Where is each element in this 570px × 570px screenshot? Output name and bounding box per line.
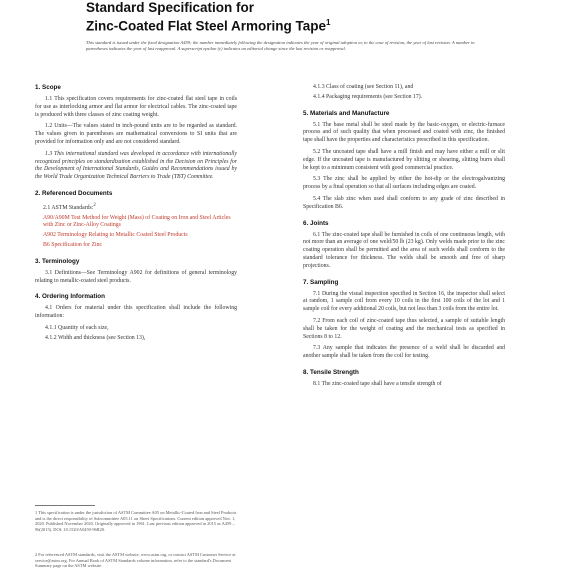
title-line-1: Standard Specification for <box>86 0 255 15</box>
paragraph-5-3: 5.3 The zinc shall be applied by either the hot-dip or the electrogalvanizing process by a final operation so that all surfaces including edges are coated. <box>303 176 505 191</box>
reference-code[interactable]: A90/A90M <box>43 214 70 221</box>
paragraph-5-4: 5.4 The slab zinc when used shall conform to any grade of zinc described in Specification B6. <box>303 195 505 210</box>
list-item-4-1-1: 4.1.1 Quantity of each size, <box>45 325 109 332</box>
section-heading-sampling: 7. Sampling <box>303 278 339 286</box>
section-heading-ordering-information: 4. Ordering Information <box>35 293 105 301</box>
list-item-4-1-4: 4.1.4 Packaging requirements (see Section 17). <box>313 93 423 100</box>
right-column <box>303 84 505 393</box>
footnote-1: 1 This specification is under the jurisdiction of ASTM Committee A05 on Metallic-Coated Iron and Steel Products and is the direct responsibility of Subcommittee A05.11 on Sheet Specifications. Current edition approved Nov. 1, 2020. Published November 2020. Originally approved in 1961. Last previous edition approved in 2015 as A459 – 96(2015). DOI: 10.1520/A0459-96R20. <box>35 510 237 532</box>
reference-title[interactable]: Terminology Relating to Metallic Coated Steel Products <box>57 232 188 239</box>
issuance-note: This standard is issued under the fixed designation A459; the number immediately following the designation indicates the year of original adoption or, in the case of revision, the year of last revision. A number in parentheses indicates the year of last reapproval. A superscript epsilon (ε) indicates an editorial change since the last revision or reapproval. <box>86 40 475 51</box>
footnote-marker-2: 2 <box>93 202 96 208</box>
title-line-2: Zinc-Coated Flat Steel Armoring Tape <box>86 18 327 34</box>
paragraph-7-3: 7.3 Any sample that indicates the presence of a weld shall be discarded and another sample shall be taken from the coil for testing. <box>303 345 505 360</box>
reference-code[interactable]: B6 <box>43 242 50 249</box>
section-heading-tensile-strength: 8. Tensile Strength <box>303 368 359 376</box>
paragraph-4-1: 4.1 Orders for material under this specification shall include the following information: <box>35 305 237 320</box>
left-column <box>35 84 237 345</box>
paragraph-5-1: 5.1 The base metal shall be steel made by the basic-oxygen, or electric-furnace process and of such quality that when processed and coated with zinc, the finished tape shall have the properties and characteristics prescribed in this specification. <box>303 121 505 144</box>
section-heading-materials: 5. Materials and Manufacture <box>303 109 390 117</box>
section-heading-referenced-documents: 2. Referenced Documents <box>35 189 113 197</box>
astm-standards-intro <box>43 202 237 213</box>
document-title <box>86 15 506 35</box>
footnote-2: 2 For referenced ASTM standards, visit the ASTM website, www.astm.org, or contact ASTM Customer Service at service@astm.org. For Annual Book of ASTM Standards volume information, refer to the standard's Document Summary page on the ASTM website. <box>35 552 236 569</box>
reference-a902[interactable] <box>43 232 237 240</box>
reference-a90[interactable] <box>43 215 237 231</box>
paragraph-8-1: 8.1 The zinc-coated tape shall have a tensile strength of <box>313 380 442 387</box>
reference-code[interactable]: A902 <box>43 232 56 239</box>
paragraph-7-2: 7.2 From each coil of zinc-coated tape thus selected, a sample of suitable length shall be taken for the weight of coating and the mechanical tests as specified in Sections 8 to 12. <box>303 317 505 340</box>
list-item-4-1-2: 4.1.2 Width and thickness (see Section 13), <box>45 334 146 341</box>
footnote-divider <box>35 505 95 506</box>
section-heading-terminology: 3. Terminology <box>35 257 80 265</box>
reference-title[interactable]: Specification for Zinc <box>51 242 103 249</box>
paragraph-1-3: 1.3 This international standard was developed in accordance with internationally recognized principles on standardization established in the Decision on Principles for the Development of International Standards, Guides and Recommendations issued by the World Trade Organization Technical Barriers to Trade (TBT) Committee. <box>35 150 237 181</box>
paragraph-1-1: 1.1 This specification covers requirements for zinc-coated flat steel tape in coils for use as interlocking armor and flat armor for electrical cables. The zinc-coated tape is produced with three classes of zinc coating weight. <box>35 96 237 118</box>
paragraph-1-2: 1.2 Units—The values stated in inch-pound units are to be regarded as standard. The values given in parentheses are mathematical conversions to SI units that are provided for information only and are not considered standard. <box>35 123 237 145</box>
list-item-4-1-3: 4.1.3 Class of coating (see Section 11), and <box>313 84 414 90</box>
paragraph-3-1: 3.1 Definitions—See Terminology A902 for definitions of general terminology relating to metallic-coated steel products. <box>35 269 237 284</box>
paragraph-6-1: 6.1 The zinc-coated tape shall be furnished in coils of one continuous length, with not more than an average of one weld/50 lb (23 kg). Only welds made prior to the zinc coating operation shall be permitted and the area of such welds shall conform to the standard tolerance for thickness. The welds shall be smooth and free of sharp projections. <box>303 231 505 269</box>
paragraph-5-2: 5.2 The uncoated tape shall have a mill finish and may have either a mill or slit edge. If the uncoated tape is manufactured by slitting or shearing, slitting burrs shall be kept to a minimum consistent with good commercial practice. <box>303 148 505 171</box>
title-footnote-marker: 1 <box>326 18 331 27</box>
astm-standards-label: 2.1 ASTM Standards: <box>43 204 94 211</box>
reference-title[interactable]: Test Method for Weight (Mass) of Coating on Iron and Steel Articles with Zinc or Zinc-Alloy Coatings <box>43 214 231 229</box>
paragraph-7-1: 7.1 During the visual inspection specified in Section 16, the inspector shall select at random, 1 sample coil from every 10 coils in the first 100 coils of the lot and 1 sample coil for every additional 20 coils, but not less than 3 coils from the entire lot. <box>303 290 505 313</box>
document-header <box>86 0 506 35</box>
reference-b6[interactable] <box>43 242 237 250</box>
section-heading-scope: 1. Scope <box>35 84 61 91</box>
section-heading-joints: 6. Joints <box>303 219 329 227</box>
